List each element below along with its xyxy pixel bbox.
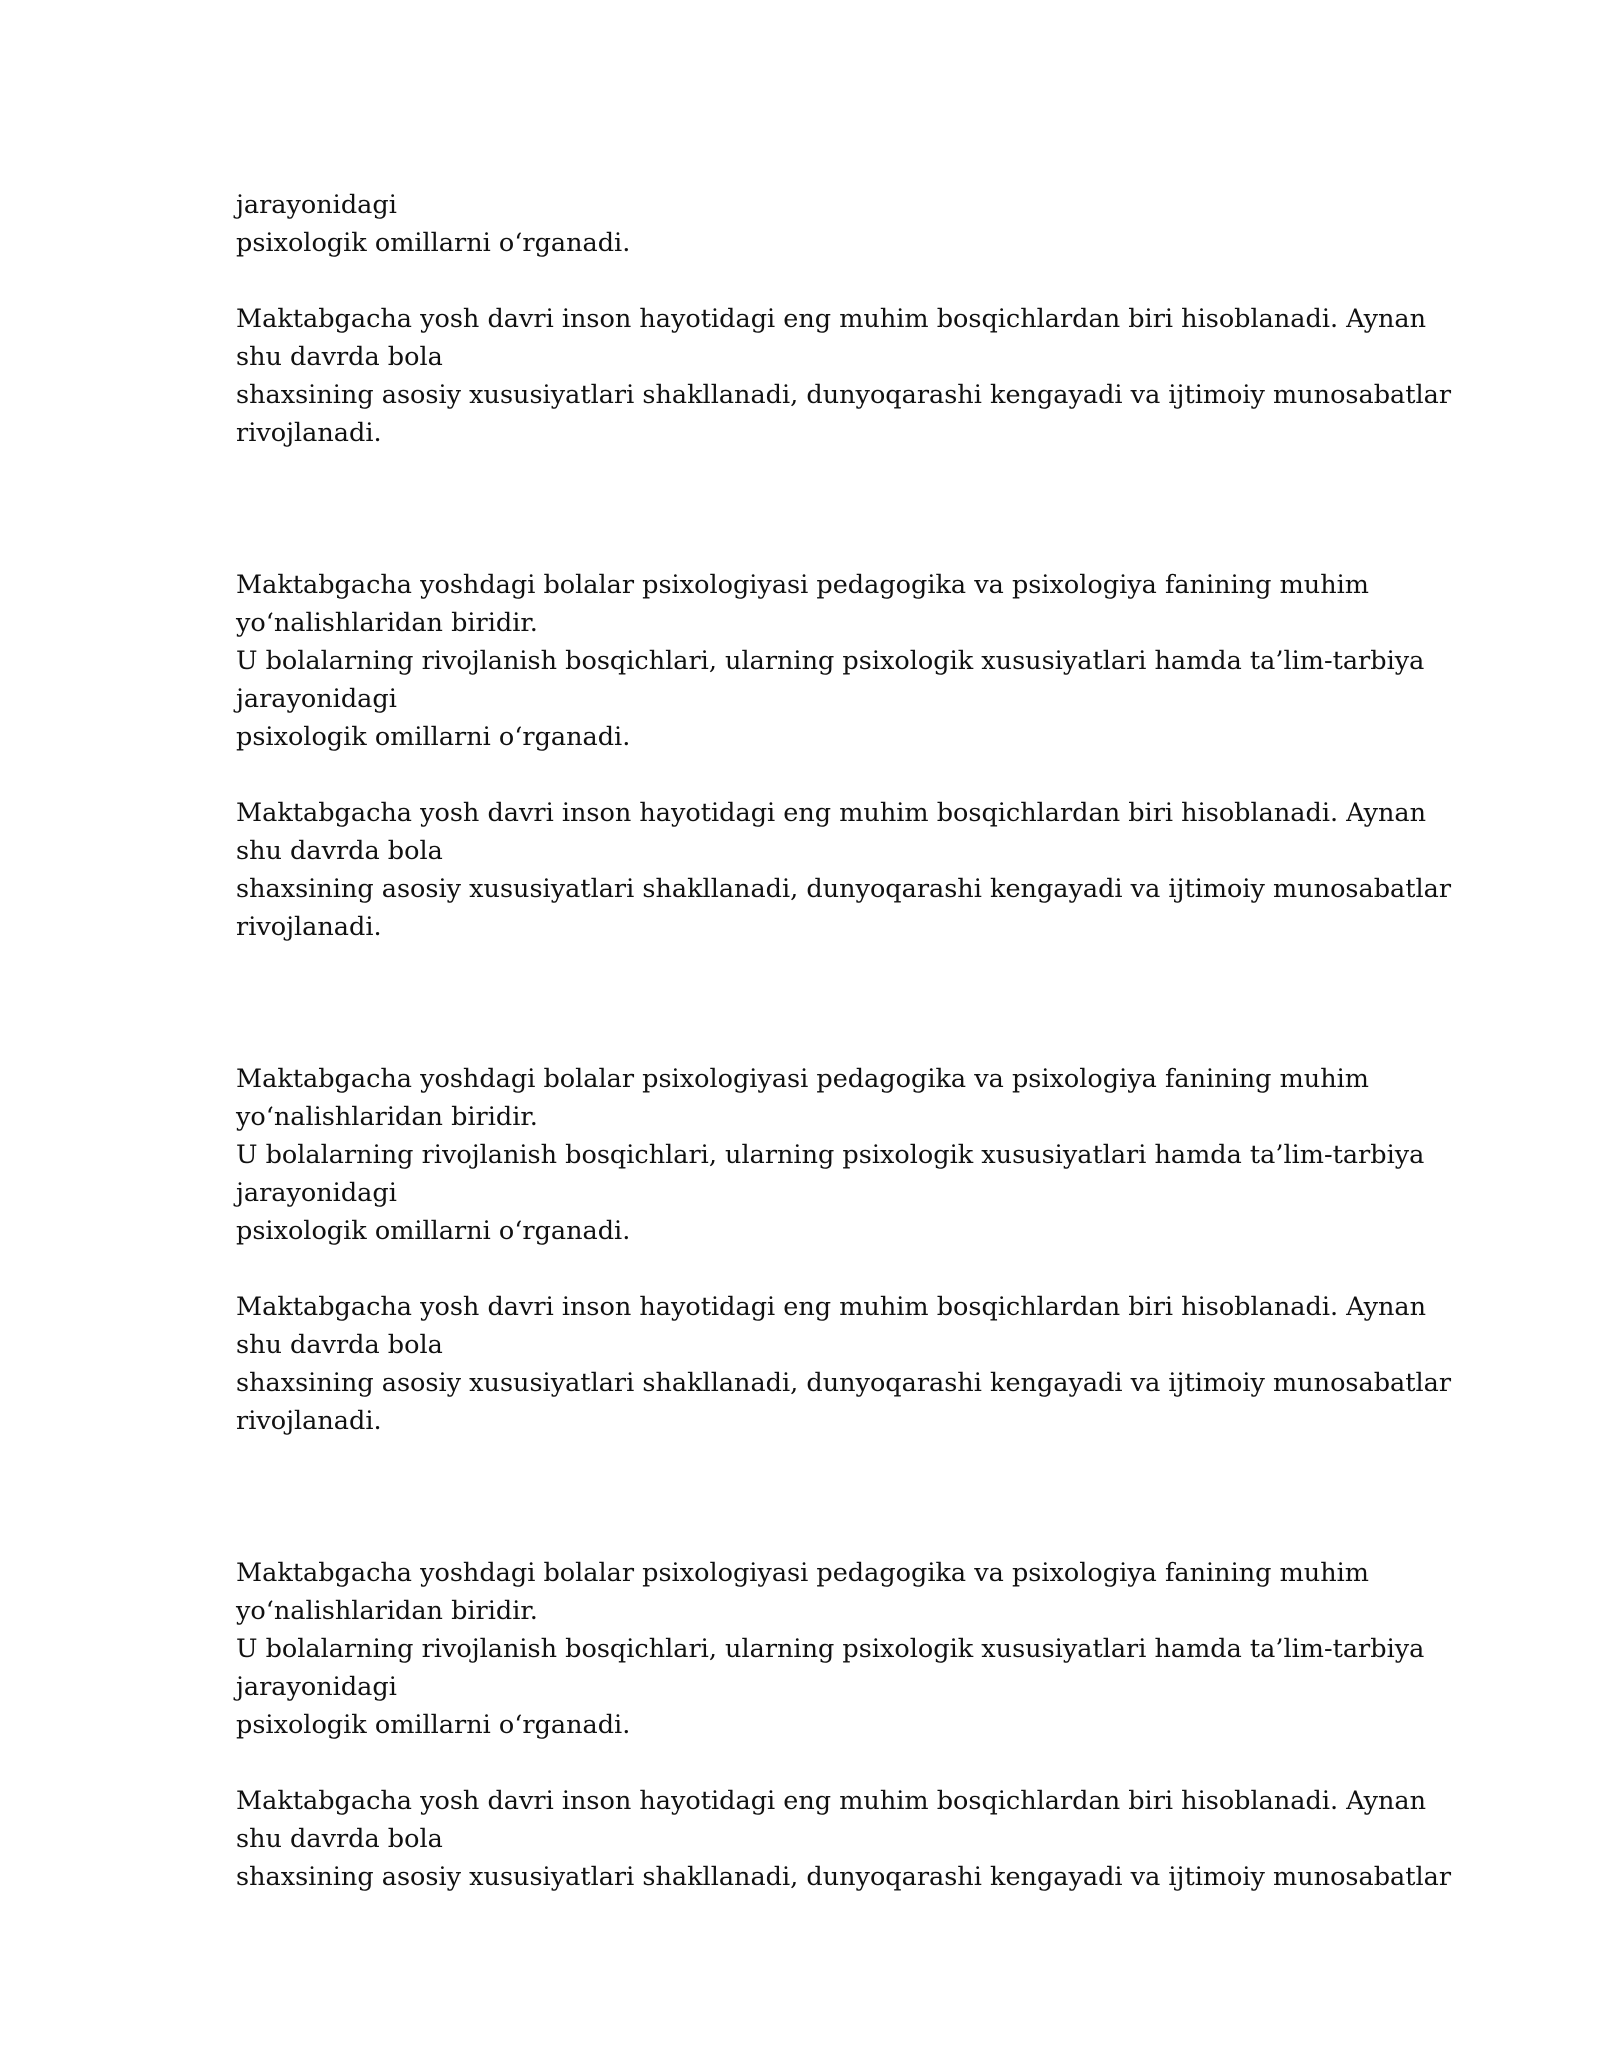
- paragraph: [236, 566, 1425, 756]
- text-line: U bolalarning rivojlanish bosqichlari, ularning psixologik xususiyatlari hamda ta’lim-tarbiya: [236, 646, 1425, 676]
- paragraph: [236, 794, 1452, 946]
- text-line: rivojlanadi.: [236, 912, 382, 942]
- section-spacer: [236, 452, 1396, 566]
- paragraph-spacer: [236, 262, 1396, 300]
- paragraph: [236, 1782, 1452, 1896]
- text-line: jarayonidagi: [236, 1672, 397, 1702]
- text-line: shaxsining asosiy xususiyatlari shakllanadi, dunyoqarashi kengayadi va ijtimoiy munosabatlar: [236, 874, 1452, 904]
- text-line: psixologik omillarni o‘rganadi.: [236, 1710, 631, 1740]
- text-line: U bolalarning rivojlanish bosqichlari, ularning psixologik xususiyatlari hamda ta’lim-tarbiya: [236, 1634, 1425, 1664]
- document-body: [236, 186, 1452, 1896]
- text-line: rivojlanadi.: [236, 1406, 382, 1436]
- text-line: Maktabgacha yoshdagi bolalar psixologiyasi pedagogika va psixologiya fanining muhim: [236, 1064, 1369, 1094]
- text-line: shu davrda bola: [236, 342, 443, 372]
- text-line: jarayonidagi: [236, 684, 397, 714]
- text-line: jarayonidagi: [236, 1178, 397, 1208]
- text-line: rivojlanadi.: [236, 418, 382, 448]
- text-line: shu davrda bola: [236, 1330, 443, 1360]
- text-line: Maktabgacha yosh davri inson hayotidagi eng muhim bosqichlardan biri hisoblanadi. Aynan: [236, 304, 1427, 334]
- text-line: Maktabgacha yosh davri inson hayotidagi eng muhim bosqichlardan biri hisoblanadi. Aynan: [236, 1292, 1427, 1322]
- section-spacer: [236, 946, 1396, 1060]
- text-line: Maktabgacha yoshdagi bolalar psixologiyasi pedagogika va psixologiya fanining muhim: [236, 1558, 1369, 1588]
- paragraph: [236, 1060, 1425, 1250]
- text-line: U bolalarning rivojlanish bosqichlari, ularning psixologik xususiyatlari hamda ta’lim-tarbiya: [236, 1140, 1425, 1170]
- text-line: yo‘nalishlaridan biridir.: [236, 1596, 538, 1626]
- paragraph: [236, 300, 1452, 452]
- text-line: Maktabgacha yosh davri inson hayotidagi eng muhim bosqichlardan biri hisoblanadi. Aynan: [236, 1786, 1427, 1816]
- text-line: shu davrda bola: [236, 836, 443, 866]
- text-line: yo‘nalishlaridan biridir.: [236, 608, 538, 638]
- text-line: psixologik omillarni o‘rganadi.: [236, 228, 631, 258]
- text-line: Maktabgacha yoshdagi bolalar psixologiyasi pedagogika va psixologiya fanining muhim: [236, 570, 1369, 600]
- text-line: jarayonidagi: [236, 190, 397, 220]
- text-line: Maktabgacha yosh davri inson hayotidagi eng muhim bosqichlardan biri hisoblanadi. Aynan: [236, 798, 1427, 828]
- text-line: shaxsining asosiy xususiyatlari shakllanadi, dunyoqarashi kengayadi va ijtimoiy munosabatlar: [236, 1368, 1452, 1398]
- paragraph-spacer: [236, 756, 1396, 794]
- paragraph: [236, 1554, 1425, 1744]
- text-line: shu davrda bola: [236, 1824, 443, 1854]
- section-spacer: [236, 1440, 1396, 1554]
- paragraph: [236, 186, 1396, 262]
- text-line: shaxsining asosiy xususiyatlari shakllanadi, dunyoqarashi kengayadi va ijtimoiy munosabatlar: [236, 380, 1452, 410]
- text-line: psixologik omillarni o‘rganadi.: [236, 722, 631, 752]
- text-line: psixologik omillarni o‘rganadi.: [236, 1216, 631, 1246]
- paragraph-spacer: [236, 1250, 1396, 1288]
- paragraph-spacer: [236, 1744, 1396, 1782]
- paragraph: [236, 1288, 1452, 1440]
- text-line: shaxsining asosiy xususiyatlari shakllanadi, dunyoqarashi kengayadi va ijtimoiy munosabatlar: [236, 1862, 1452, 1892]
- text-line: yo‘nalishlaridan biridir.: [236, 1102, 538, 1132]
